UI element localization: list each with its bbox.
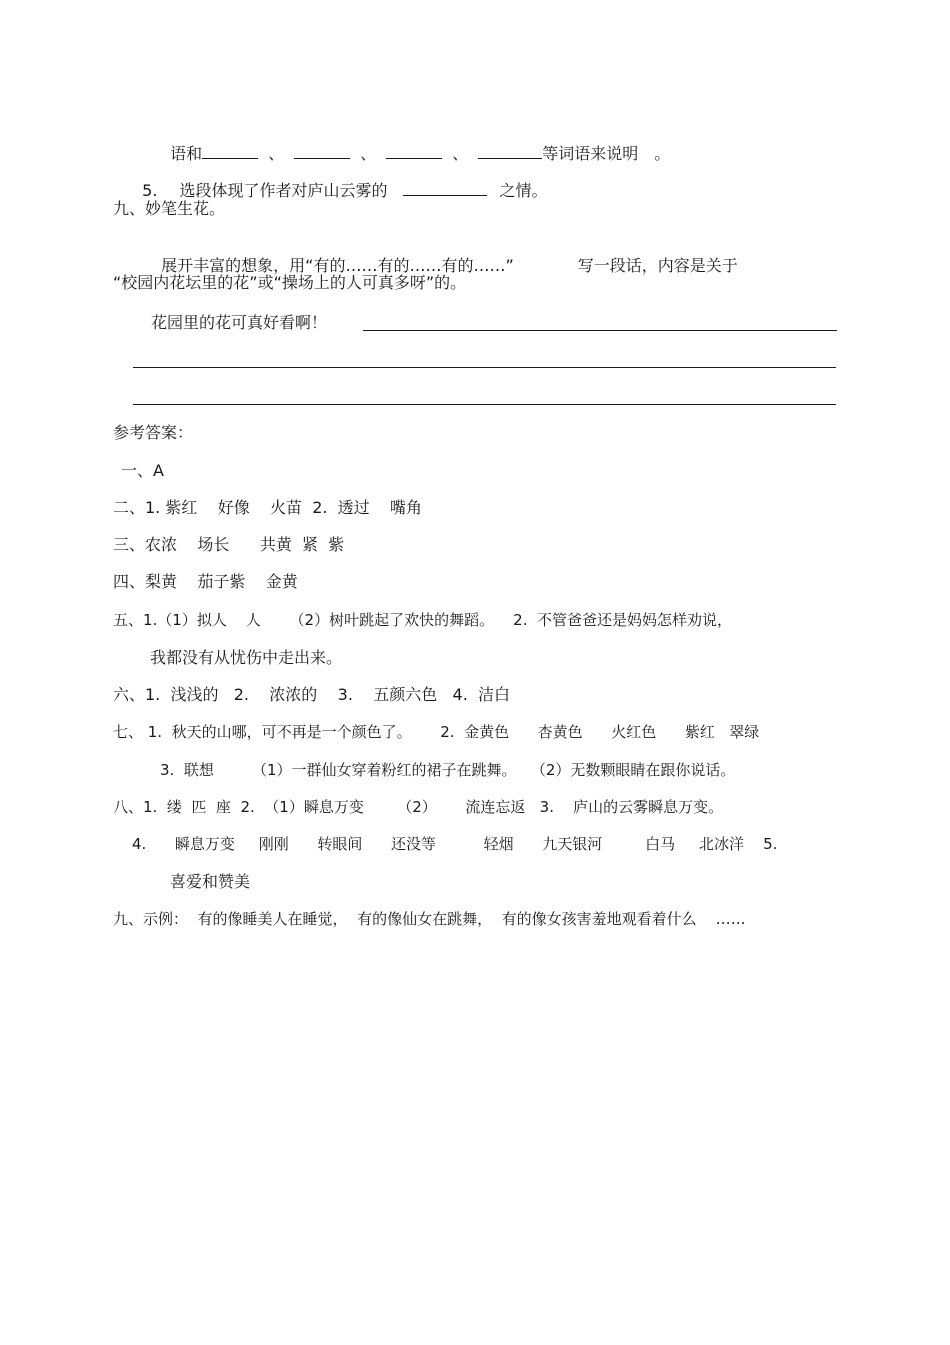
question-text-after: 之情。 <box>499 181 548 200</box>
answer-line: 3. 联想 （1）一群仙女穿着粉红的裙子在跳舞。 （2）无数颗眼睛在跟你说话。 <box>160 761 736 779</box>
question-text: 选段体现了作者对庐山云雾的 <box>179 181 388 200</box>
answer-line: 五、1.（1）拟人 人 （2）树叶跳起了欢快的舞蹈。 2. 不管爸爸还是妈妈怎样劝说， <box>113 611 733 629</box>
writing-line[interactable] <box>133 404 836 405</box>
answer-line: 八、1. 缕 匹 座 2. （1）瞬息万变 （2） 流连忘返 3. 庐山的云雾瞬息万变。 <box>113 798 724 816</box>
answer-line: 九、示例： 有的像睡美人在睡觉， 有的像仙女在跳舞， 有的像女孩害羞地观看着什么 …… <box>113 910 746 928</box>
question-text-suffix: 等词语来说明 <box>542 144 639 163</box>
section-heading: 九、妙笔生花。 <box>113 199 226 218</box>
writing-start-sentence: 花园里的花可真好看啊！ <box>151 313 328 332</box>
prompt-text: 展开丰富的想象，用“有的……有的……有的……” <box>161 256 514 275</box>
answer-line: 四、梨黄 茄子紫 金黄 <box>113 572 298 591</box>
answer-line: 七、 1. 秋天的山哪，可不再是一个颜色了。 2. 金黄色 杏黄色 火红色 紫红 翠绿 <box>113 723 760 741</box>
separator: 、 <box>268 144 285 163</box>
answer-blank[interactable] <box>478 144 542 159</box>
prompt-text: 写一段话，内容是关于 <box>577 256 738 275</box>
answer-line: 我都没有从忧伤中走出来。 <box>150 648 343 667</box>
section-prompt-line-2: “校园内花坛里的花”或“操场上的人可真多呀”的。 <box>113 273 467 292</box>
separator: 、 <box>360 144 377 163</box>
answer-blank[interactable] <box>386 144 442 159</box>
question-text-prefix: 语和 <box>170 144 203 163</box>
answer-line: 六、1. 浅浅的 2. 浓浓的 3. 五颜六色 4. 洁白 <box>113 685 510 704</box>
answers-heading: 参考答案： <box>113 423 194 442</box>
question-5 <box>132 161 548 200</box>
answer-line: 4. 瞬息万变 刚刚 转眼间 还没等 轻烟 九天银河 白马 北冰洋 5. <box>132 835 778 853</box>
separator: 、 <box>452 144 469 163</box>
answer-line: 二、1. 紫红 好像 火苗 2. 透过 嘴角 <box>113 498 422 517</box>
answer-blank[interactable] <box>294 144 350 159</box>
question-number: 5. <box>142 181 158 200</box>
section-prompt-line-1 <box>151 236 738 275</box>
question-text-end: 。 <box>654 144 671 163</box>
answer-blank[interactable] <box>403 181 487 196</box>
answer-line: 一、A <box>121 461 164 480</box>
answer-line: 三、农浓 场长 共黄 紧 紫 <box>113 535 345 554</box>
question-line-fill-blanks <box>160 124 671 163</box>
answer-line: 喜爱和赞美 <box>170 872 251 891</box>
writing-line[interactable] <box>363 330 837 331</box>
writing-line[interactable] <box>133 367 836 368</box>
answer-blank[interactable] <box>202 144 258 159</box>
